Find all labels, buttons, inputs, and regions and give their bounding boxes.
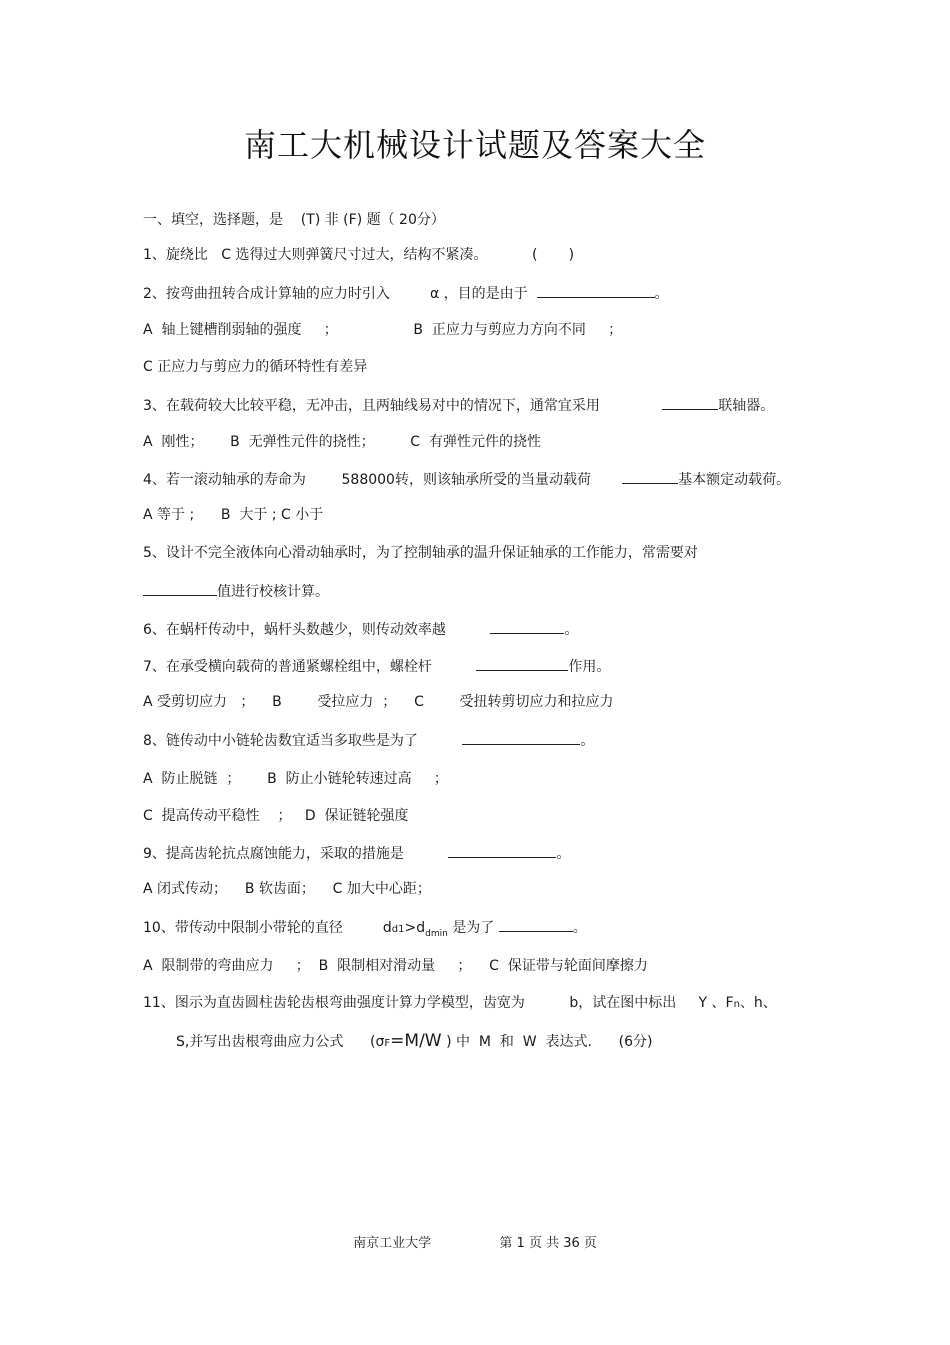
question-8-options-ab: A 防止脱链 ； B 防止小链轮转速过高 ； [143, 771, 448, 787]
question-4-text: 4、若一滚动轴承的寿命为 588000转，则该轴承所受的当量动载荷 [143, 472, 591, 488]
question-3-text: 3、在载荷较大比较平稳，无冲击，且两轴线易对中的情况下，通常宜采用 [143, 398, 600, 414]
question-11-rest: 、h、 [739, 995, 777, 1011]
question-6-suffix: 。 [564, 622, 579, 638]
question-6 [143, 619, 578, 640]
question-6-text: 6、在蜗杆传动中，蜗杆头数越少，则传动效率越 [143, 622, 446, 638]
document-title: 南工大机械设计试题及答案大全 [243, 126, 706, 164]
question-5-suffix: 值进行校核计算。 [217, 584, 329, 600]
formula-sigma: (σ [370, 1034, 385, 1050]
question-10-text: 10、带传动中限制小带轮的直径 [143, 920, 343, 936]
question-11 [143, 993, 777, 1015]
answer-blank [662, 395, 718, 410]
question-8-options-cd: C 提高传动平稳性 ； D 保证链轮强度 [143, 808, 409, 824]
answer-blank [622, 469, 678, 484]
answer-blank [499, 917, 573, 932]
question-5-continued [143, 581, 329, 602]
answer-blank [448, 843, 556, 858]
question-11-formula-text: S,并写出齿根弯曲应力公式 [176, 1034, 344, 1050]
answer-blank [143, 581, 217, 596]
question-11-b: b，试在图中标出 [569, 995, 677, 1011]
answer-blank [462, 730, 580, 745]
question-4-options: A 等于 ; B 大于 ; C 小于 [143, 507, 324, 523]
question-10-options: A 限制带的弯曲应力 ； B 限制相对滑动量 ； C 保证带与轮面间摩擦力 [143, 958, 648, 974]
question-11-continued [176, 1031, 653, 1054]
diameter-dmin: dmin [425, 928, 448, 939]
footer-page-label-1: 第 [499, 1236, 513, 1251]
question-10 [143, 917, 587, 944]
footer-page-number: 1 [516, 1236, 525, 1251]
question-5: 5、设计不完全液体向心滑动轴承时，为了控制轴承的温升保证轴承的工作能力，常需要对 [143, 545, 698, 561]
question-3 [143, 395, 774, 416]
question-2-suffix: 。 [654, 286, 669, 302]
question-8-suffix: 。 [580, 733, 595, 749]
question-9-suffix: 。 [556, 846, 571, 862]
formula-eq: =M/W [390, 1031, 442, 1051]
question-2-option-c: C 正应力与剪应力的循环特性有差异 [143, 359, 368, 375]
question-4 [143, 469, 790, 490]
page-footer [0, 1232, 950, 1251]
formula-f: F [384, 1038, 391, 1049]
footer-page-label-2: 页 共 [528, 1236, 560, 1251]
answer-blank [490, 619, 564, 634]
question-2-options-ab: A 轴上键槽削弱轴的强度 ； B 正应力与剪应力方向不同 ； [143, 322, 623, 338]
formula-rest: ) 中 M 和 W 表达式. [446, 1034, 592, 1050]
question-2-text: 2、按弯曲扭转合成计算轴的应力时引入 α ，目的是由于 [143, 286, 528, 302]
question-7-options: A 受剪切应力 ； B 受拉应力 ； C 受扭转剪切应力和拉应力 [143, 694, 614, 710]
diameter-gt: >d [404, 920, 426, 936]
question-9-options: A 闭式传动； B 软齿面； C 加大中心距； [143, 881, 431, 897]
question-1: 1、旋绕比 C 选得过大则弹簧尺寸过大，结构不紧凑。 ( ) [143, 247, 575, 263]
question-7 [143, 656, 610, 677]
footer-school: 南京工业大学 [353, 1236, 432, 1251]
question-3-options: A 刚性； B 无弹性元件的挠性； C 有弹性元件的挠性 [143, 434, 541, 450]
question-11-text: 11、图示为直齿圆柱齿轮齿根弯曲强度计算力学模型，齿宽为 [143, 995, 525, 1011]
question-2 [143, 283, 669, 304]
question-7-suffix: 作用。 [568, 659, 611, 675]
answer-blank [476, 656, 568, 671]
question-11-score: (6分) [618, 1034, 653, 1050]
question-8 [143, 730, 594, 751]
question-9 [143, 843, 570, 864]
question-3-suffix: 联轴器。 [718, 398, 775, 414]
footer-page-label-3: 页 [583, 1236, 597, 1251]
answer-blank [537, 283, 655, 298]
question-11-y: Y 、F [698, 995, 734, 1011]
question-4-suffix: 基本额定动载荷。 [678, 472, 791, 488]
question-9-text: 9、提高齿轮抗点腐蚀能力，采取的措施是 [143, 846, 404, 862]
footer-total-pages: 36 [563, 1236, 580, 1251]
diameter-symbol: d [382, 920, 392, 936]
question-10-mid: 是为了 [452, 920, 495, 936]
question-10-suffix: 。 [572, 920, 587, 936]
section-heading: 一、填空，选择题，是 (T) 非 (F) 题（ 20分） [143, 212, 445, 228]
question-7-text: 7、在承受横向载荷的普通紧螺栓组中，螺栓杆 [143, 659, 432, 675]
question-11-n: n [733, 999, 740, 1010]
diameter-d1: d1 [391, 924, 405, 935]
question-8-text: 8、链传动中小链轮齿数宜适当多取些是为了 [143, 733, 418, 749]
